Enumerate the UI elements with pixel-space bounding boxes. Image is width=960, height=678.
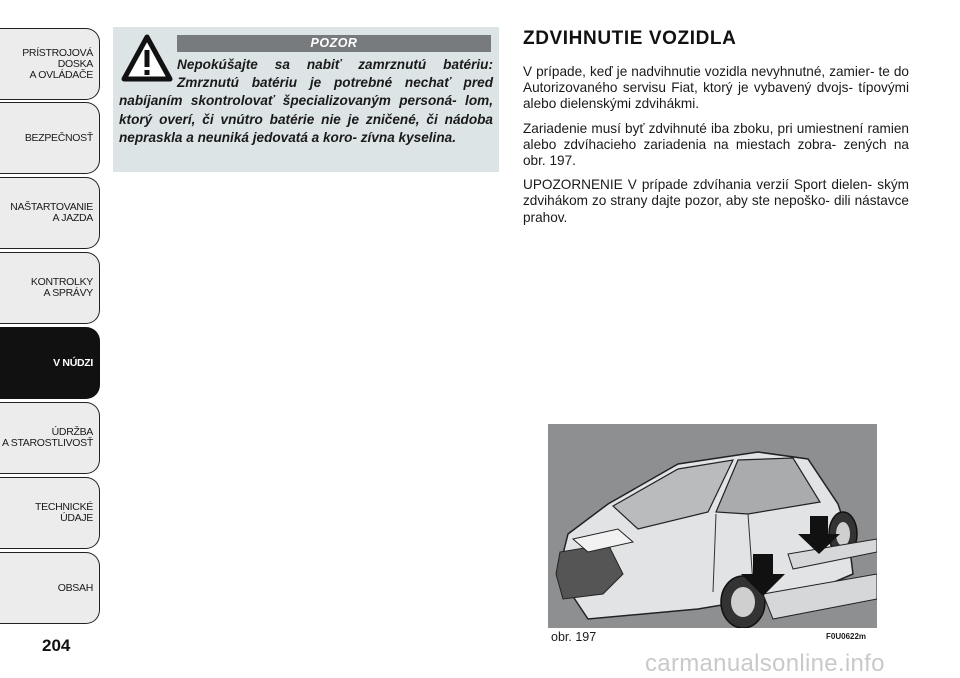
- warning-title: POZOR: [177, 35, 491, 52]
- warning-text: [119, 56, 493, 147]
- paragraph: Zariadenie musí byť zdvihnuté iba zboku, pri umiestnení ramien alebo zdvíhacieho zariadenia na miestach zobra- zených na obr. 197.: [523, 120, 909, 169]
- warning-box: [113, 27, 499, 172]
- figure-caption: obr. 197: [551, 630, 597, 644]
- car-lifting-figure: [548, 424, 877, 628]
- tab-kontrolky[interactable]: [0, 252, 100, 324]
- tab-label: BEZPEČNOSŤ: [24, 131, 93, 144]
- figure-code: F0U0622m: [826, 632, 867, 641]
- tab-bezpecnost[interactable]: [0, 102, 100, 174]
- paragraph: V prípade, keď je nadvihnutie vozidla nevyhnutné, zamier- te do Autorizovaného servisu Fiat, ktorý je vybavený dvojs- típovými alebo dielenskými zdvihákmi.: [523, 64, 909, 112]
- tab-label: PRÍSTROJOVÁ DOSKA A OVLÁDAČE: [22, 46, 93, 81]
- tab-v-nudzi[interactable]: [0, 327, 100, 399]
- tab-technicke-udaje[interactable]: [0, 477, 100, 549]
- tab-pristrojova-doska[interactable]: [0, 28, 100, 100]
- tab-nastartovanie[interactable]: [0, 177, 100, 249]
- warning-text-content: Nepokúšajte sa nabiť zamrznutú batériu: Zmrznutú batériu je potrebné nechať pred nabíjaním skontrolovať špecializovaným personá- lom, ktorý overí, či vnútro batérie nie je zničené, či nádoba nepraskla a neuniká jedovatá a koro- zívna kyselina.: [119, 57, 493, 145]
- tab-udrzba[interactable]: [0, 402, 100, 474]
- tab-label: V NÚDZI: [53, 356, 93, 369]
- watermark[interactable]: carmanualsonline.info: [645, 650, 885, 677]
- car-illustration: [548, 424, 877, 628]
- body-text: [523, 64, 909, 234]
- page-number: 204: [42, 636, 71, 655]
- paragraph: UPOZORNENIE V prípade zdvíhania verzií Sport dielen- ským zdvihákom zo strany dajte pozor, aby ste nepoško- dili nástavce prahov.: [523, 177, 909, 225]
- tab-label: NAŠTARTOVANIE A JAZDA: [10, 201, 93, 224]
- section-title: ZDVIHNUTIE VOZIDLA: [523, 28, 737, 49]
- tab-label: KONTROLKY A SPRÁVY: [30, 276, 93, 299]
- tab-label: TECHNICKÉ ÚDAJE: [35, 501, 93, 524]
- tab-obsah[interactable]: [0, 552, 100, 624]
- tab-label: ÚDRŽBA A STAROSTLIVOSŤ: [2, 426, 93, 449]
- tab-label: OBSAH: [57, 581, 93, 594]
